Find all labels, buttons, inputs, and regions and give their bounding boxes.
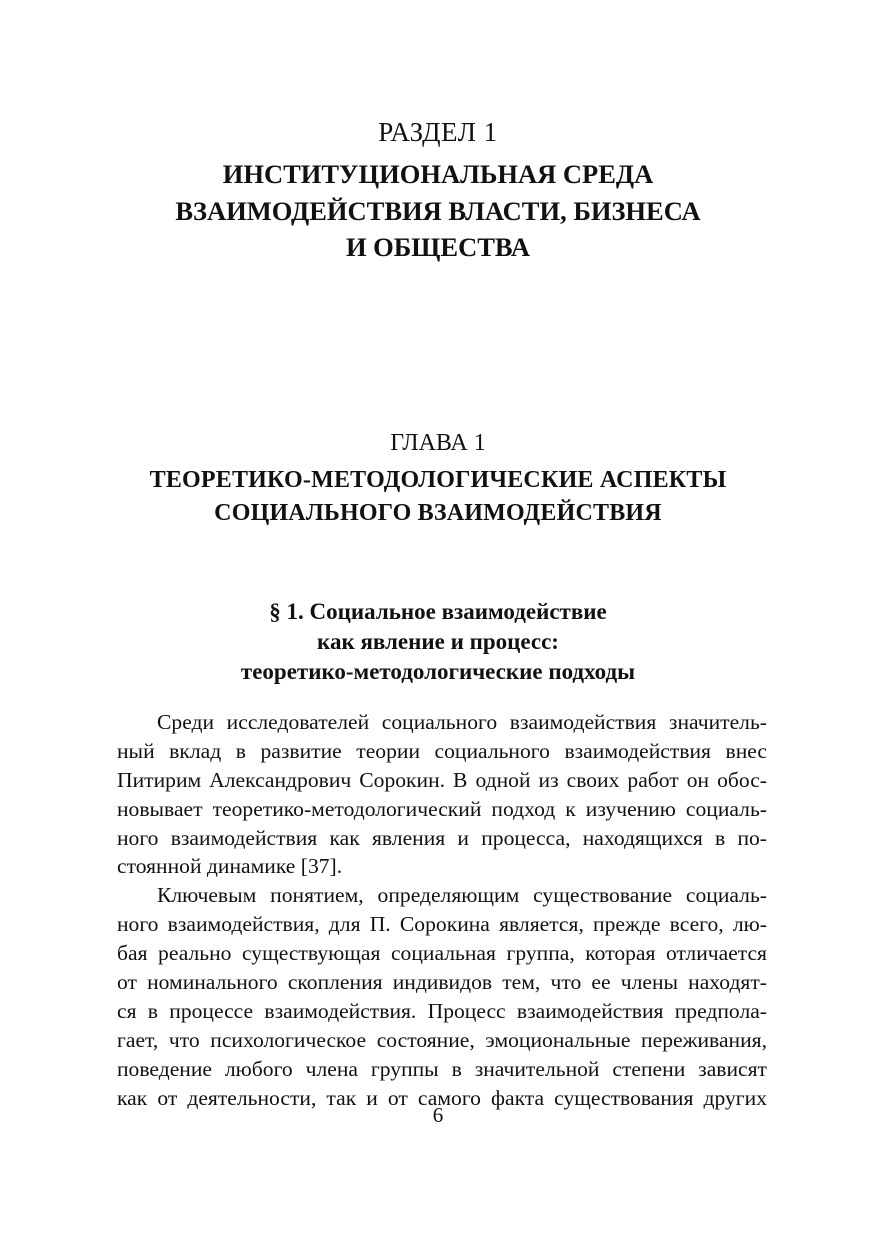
chapter-title: [0, 464, 876, 530]
body-line: ся в процессе взаимодействия. Процесс взаимодействия предпола-: [117, 998, 767, 1023]
section-title: [0, 156, 876, 266]
body-line: ного взаимодействия как явления и процесса, находящихся в по-: [117, 825, 767, 850]
body-line: ный вклад в развитие теории социального взаимодействия внес: [117, 738, 767, 763]
paragraph-title: [0, 597, 876, 687]
body-line: стоянной динамике [37].: [117, 854, 343, 879]
section-title-line: ВЗАИМОДЕЙСТВИЯ ВЛАСТИ, БИЗНЕСА: [175, 195, 701, 226]
paragraph-title-line: как явление и процесс:: [317, 629, 559, 654]
section-label: РАЗДЕЛ 1: [378, 117, 498, 147]
chapter-title-line: ТЕОРЕТИКО-МЕТОДОЛОГИЧЕСКИЕ АСПЕКТЫ: [149, 467, 727, 493]
body-line: поведение любого члена группы в значительной степени зависят: [117, 1056, 767, 1081]
paragraph-title-line: теоретико-методологические подходы: [240, 659, 636, 684]
chapter-label: ГЛАВА 1: [390, 430, 486, 456]
body-line: Среди исследователей социального взаимодействия значитель-: [157, 710, 767, 734]
section-title-line: И ОБЩЕСТВА: [345, 232, 531, 262]
chapter-title-line: СОЦИАЛЬНОГО ВЗАИМОДЕЙСТВИЯ: [214, 500, 662, 526]
body-line: бая реально существующая социальная группа, которая отличается: [117, 941, 767, 966]
paragraph-title-line: § 1. Социальное взаимодействие: [269, 599, 607, 624]
body-text: [117, 708, 767, 1112]
body-line: от номинального скопления индивидов тем, что ее члены находят-: [117, 970, 767, 995]
body-line: Питирим Александрович Сорокин. В одной из своих работ он обос-: [117, 767, 767, 792]
body-line: гает, что психологическое состояние, эмоциональные переживания,: [117, 1027, 767, 1052]
body-line: как от деятельности, так и от самого факта существования других: [117, 1085, 767, 1110]
body-line: Ключевым понятием, определяющим существование социаль-: [157, 883, 767, 908]
body-line: новывает теоретико-методологический подход к изучению социаль-: [117, 796, 767, 821]
page-number: 6: [432, 1103, 444, 1127]
section-title-line: ИНСТИТУЦИОНАЛЬНАЯ СРЕДА: [222, 159, 654, 189]
body-line: ного взаимодействия, для П. Сорокина является, прежде всего, лю-: [117, 912, 767, 937]
